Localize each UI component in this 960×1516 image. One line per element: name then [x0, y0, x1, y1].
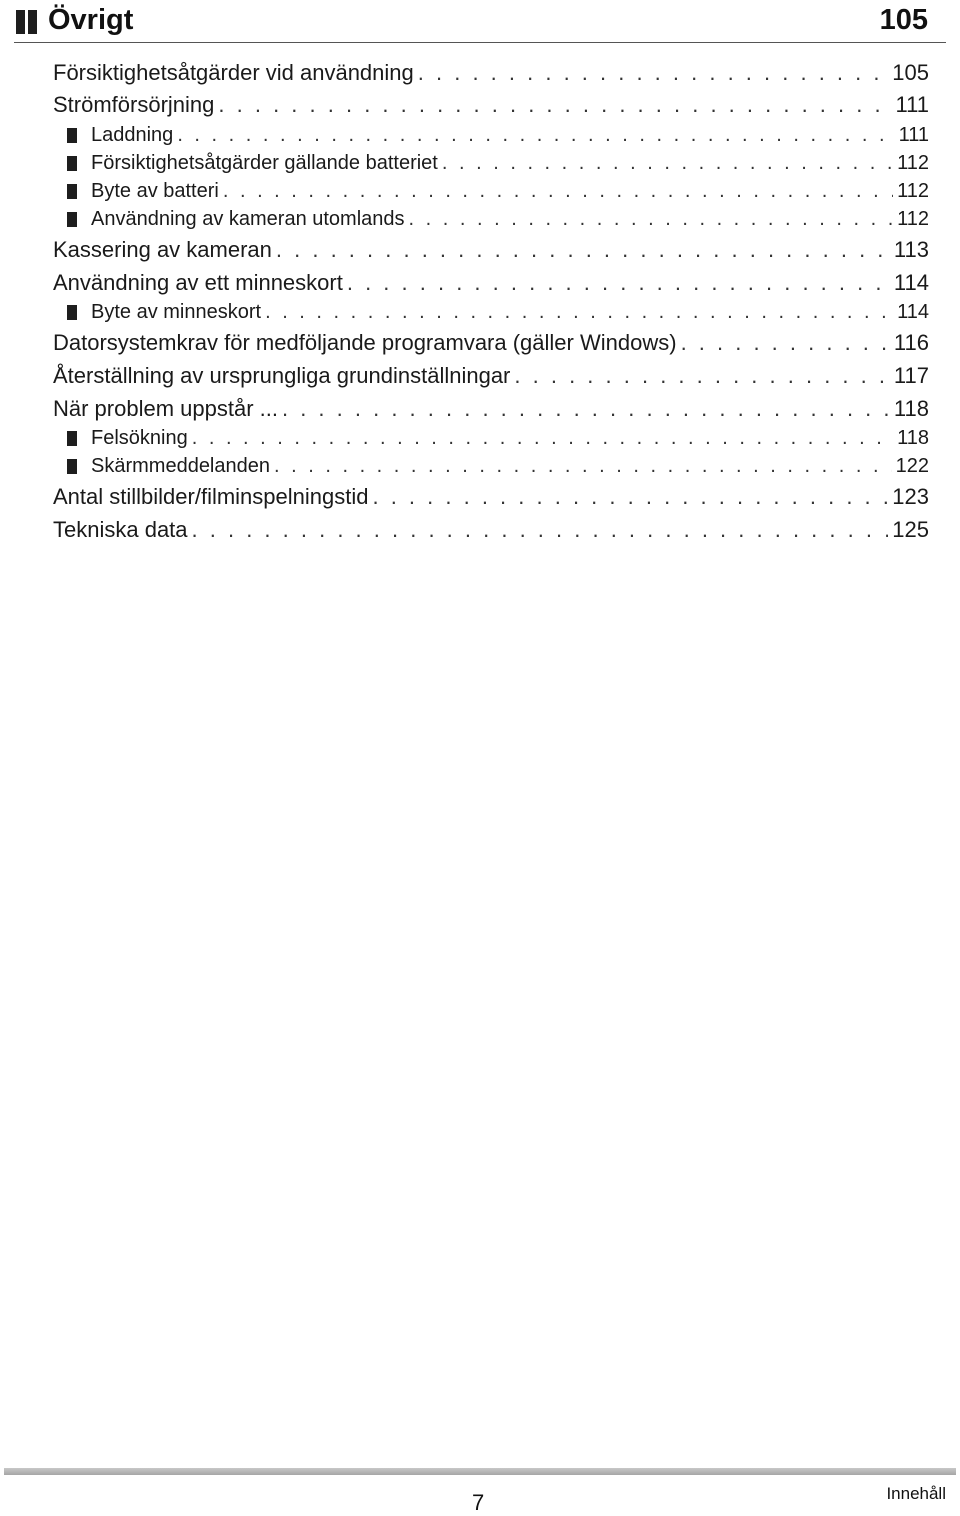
bullet-square-icon [67, 305, 77, 320]
toc-entry-page: 113 [893, 237, 929, 262]
chapter-title: Övrigt [48, 4, 134, 36]
dot-leader [223, 180, 893, 203]
toc-entry-label: Kassering av kameran [53, 237, 272, 262]
dot-leader [177, 124, 894, 147]
toc-entry-label: Strömförsörjning [53, 92, 215, 117]
dot-leader [681, 330, 890, 356]
toc-entry-page: 111 [895, 92, 929, 117]
toc-entry-page: 112 [897, 180, 929, 202]
toc-entry[interactable] [53, 363, 929, 389]
toc-entry-label: Byte av minneskort [91, 301, 262, 323]
bullet-square-icon [67, 431, 77, 446]
chapter-header [14, 2, 946, 43]
toc-entry[interactable] [53, 270, 929, 296]
toc-subentry[interactable] [53, 427, 929, 450]
toc-entry-page: 117 [893, 363, 929, 388]
dot-leader [192, 517, 889, 543]
toc-entry-page: 123 [892, 484, 929, 509]
toc-subentry[interactable] [53, 180, 929, 203]
toc-entry-page: 112 [897, 208, 929, 230]
toc-entry[interactable] [53, 396, 929, 422]
chapter-marker-icon [16, 10, 38, 34]
toc-entry[interactable] [53, 484, 929, 510]
toc-entry-page: 105 [892, 60, 929, 85]
dot-leader [347, 270, 890, 296]
dot-leader [276, 237, 890, 263]
toc-entry-page: 114 [893, 270, 929, 295]
toc-entry-label: Försiktighetsåtgärder vid användning [53, 60, 414, 85]
toc-entry-label: Skärmmeddelanden [91, 455, 270, 477]
footer-section-label: Innehåll [886, 1484, 946, 1503]
bullet-square-icon [67, 156, 77, 171]
toc-entry-label: Användning av ett minneskort [53, 270, 343, 295]
toc-entry-label: Felsökning [91, 427, 188, 449]
dot-leader [514, 363, 890, 389]
toc-entry-page: 122 [895, 455, 929, 477]
footer-divider [4, 1468, 956, 1475]
toc-entry[interactable] [53, 237, 929, 263]
toc-entry-page: 111 [898, 124, 929, 146]
dot-leader [372, 484, 888, 510]
dot-leader [218, 92, 891, 118]
toc-entry-label: Byte av batteri [91, 180, 219, 202]
toc-entry-page: 125 [892, 517, 929, 542]
dot-leader [265, 301, 893, 324]
toc-entry-label: Försiktighetsåtgärder gällande batteriet [91, 152, 438, 174]
toc-subentry[interactable] [53, 455, 929, 478]
toc-entry-label: Laddning [91, 124, 174, 146]
toc-entry-label: Användning av kameran utomlands [91, 208, 405, 230]
toc-entry-page: 118 [897, 427, 929, 449]
toc-subentry[interactable] [53, 152, 929, 175]
toc-subentry[interactable] [53, 124, 929, 147]
toc-entry[interactable] [53, 330, 929, 356]
toc-subentry[interactable] [53, 208, 929, 231]
toc-entry[interactable] [53, 517, 929, 543]
dot-leader [409, 208, 894, 231]
dot-leader [418, 60, 889, 86]
toc-entry-label: Antal stillbilder/filminspelningstid [53, 484, 369, 509]
toc-entry-page: 112 [897, 152, 929, 174]
toc-entry-page: 116 [893, 330, 929, 355]
dot-leader [282, 396, 890, 422]
toc-entry[interactable] [53, 92, 929, 118]
toc-entry-label: Återställning av ursprungliga grundinställningar [53, 363, 511, 388]
dot-leader [192, 427, 893, 450]
toc-entry-page: 118 [893, 396, 929, 421]
toc-entry-label: När problem uppstår ... [53, 396, 278, 421]
toc-entry-label: Tekniska data [53, 517, 188, 542]
toc-subentry[interactable] [53, 301, 929, 324]
bullet-square-icon [67, 128, 77, 143]
footer-page-number: 7 [472, 1490, 485, 1515]
toc-entry-label: Datorsystemkrav för medföljande programvara (gäller Windows) [53, 330, 677, 355]
bullet-square-icon [67, 184, 77, 199]
bullet-square-icon [67, 212, 77, 227]
chapter-page-number: 105 [879, 4, 928, 36]
dot-leader [274, 455, 892, 478]
dot-leader [442, 152, 893, 175]
toc-entry-page: 114 [897, 301, 929, 323]
toc-entry[interactable] [53, 60, 929, 86]
bullet-square-icon [67, 459, 77, 474]
